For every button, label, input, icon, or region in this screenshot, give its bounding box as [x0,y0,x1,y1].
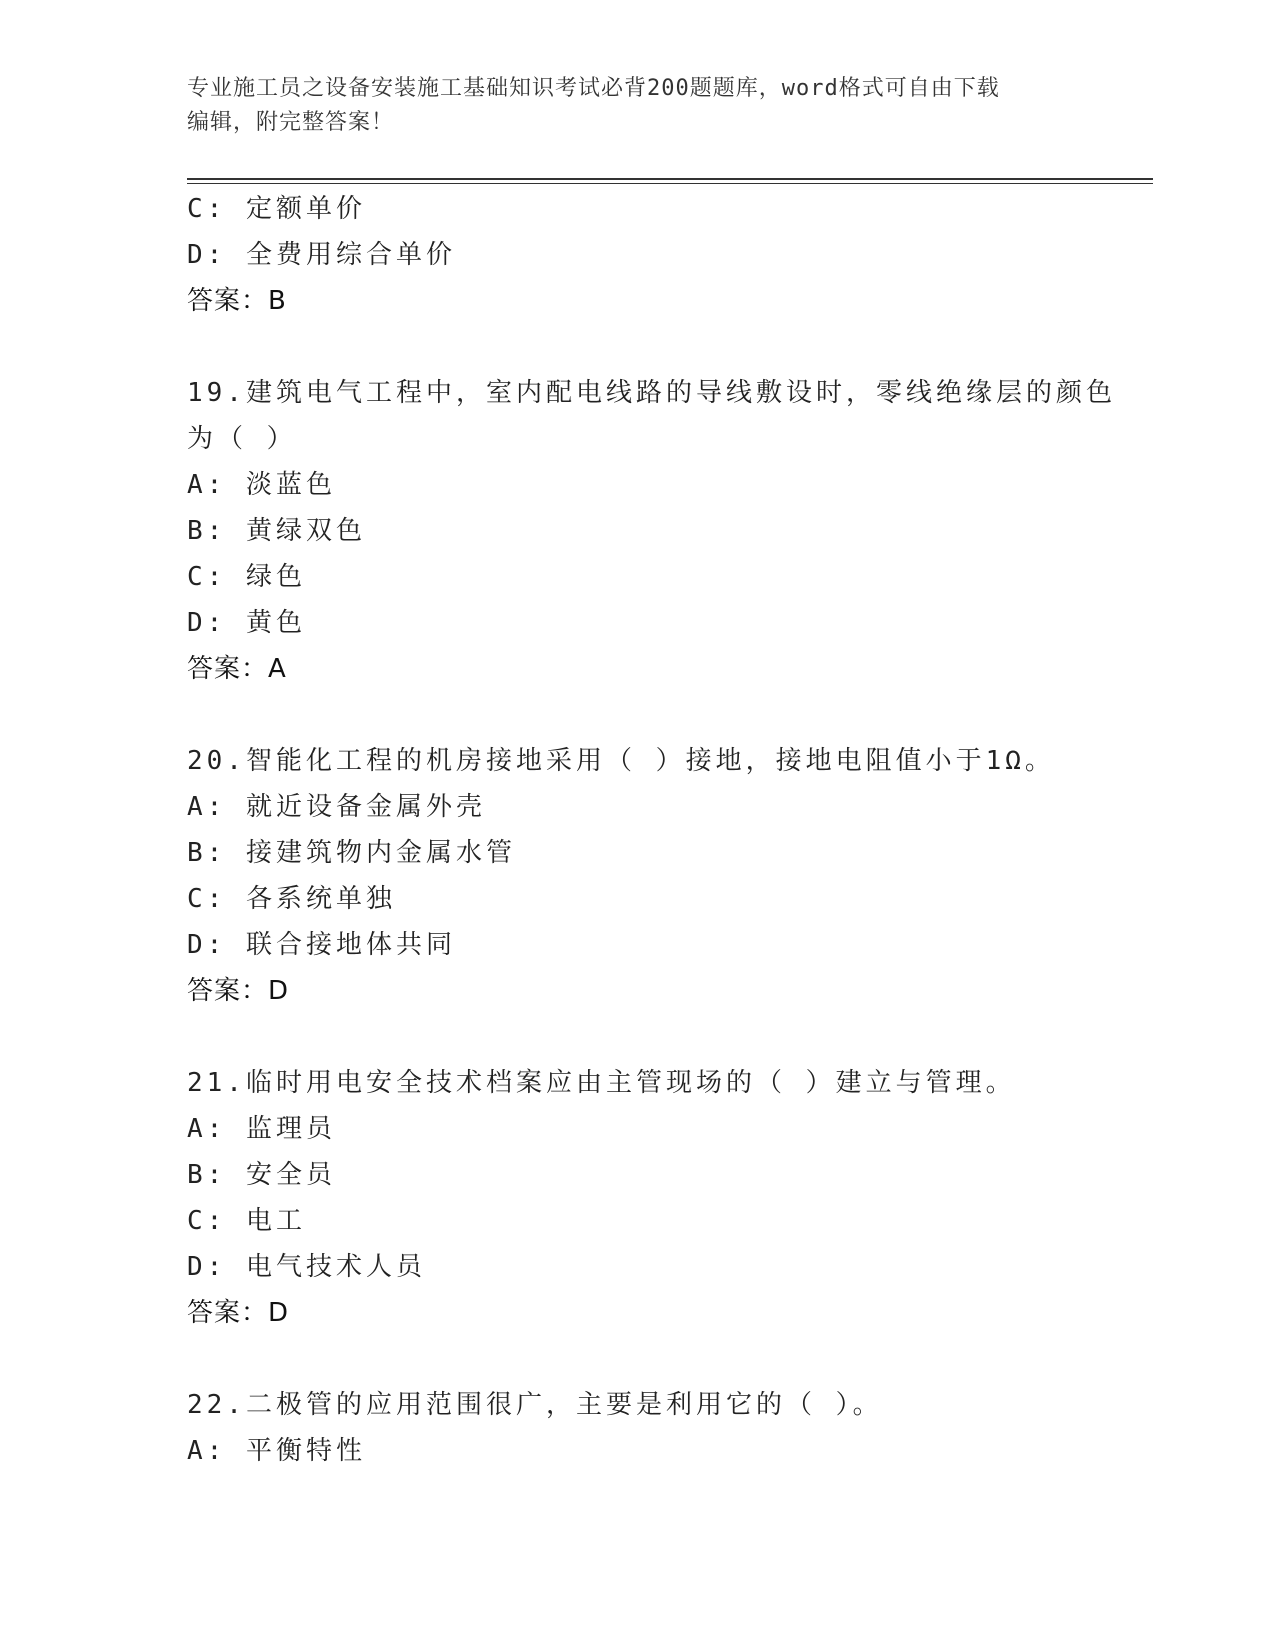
question-19 [187,370,1167,692]
answer: 答案：B [187,286,287,316]
question-20 [187,738,1167,1014]
option-b: B: 接建筑物内金属水管 [187,838,516,868]
question-18 [187,186,1167,324]
header-rule-thin [187,183,1153,184]
option-c: C: 绿色 [187,562,306,592]
question-stem: 22.二极管的应用范围很广，主要是利用它的（ ）。 [187,1390,883,1420]
option-d: D: 联合接地体共同 [187,930,456,960]
option-a: A: 平衡特性 [187,1436,366,1466]
header-line-1: 专业施工员之设备安装施工基础知识考试必背200题题库，word格式可自由下载 [187,76,1000,101]
option-a: A: 淡蓝色 [187,470,336,500]
question-stem: 21.临时用电安全技术档案应由主管现场的（ ）建立与管理。 [187,1068,1016,1098]
question-22 [187,1382,1167,1474]
option-d: D: 电气技术人员 [187,1252,426,1282]
option-c: C: 定额单价 [187,194,366,224]
header-rule-thick [187,178,1153,180]
answer: 答案：D [187,1298,290,1328]
option-d: D: 黄色 [187,608,306,638]
option-b: B: 安全员 [187,1160,336,1190]
option-a: A: 监理员 [187,1114,336,1144]
option-c: C: 电工 [187,1206,306,1236]
answer: 答案：A [187,654,287,684]
question-stem-continued: 为（ ） [187,424,297,454]
question-list [187,186,1167,1474]
spacer [187,692,1167,738]
spacer [187,1014,1167,1060]
question-stem: 20.智能化工程的机房接地采用（ ）接地，接地电阻值小于1Ω。 [187,746,1055,776]
option-c: C: 各系统单独 [187,884,396,914]
spacer [187,1336,1167,1382]
option-a: A: 就近设备金属外壳 [187,792,486,822]
document-header [187,72,1087,140]
question-stem: 19.建筑电气工程中，室内配电线路的导线敷设时，零线绝缘层的颜色 [187,378,1116,408]
header-line-2: 编辑，附完整答案！ [187,110,395,135]
question-21 [187,1060,1167,1336]
spacer [187,324,1167,370]
option-b: B: 黄绿双色 [187,516,366,546]
answer: 答案：D [187,976,290,1006]
option-d: D: 全费用综合单价 [187,240,456,270]
